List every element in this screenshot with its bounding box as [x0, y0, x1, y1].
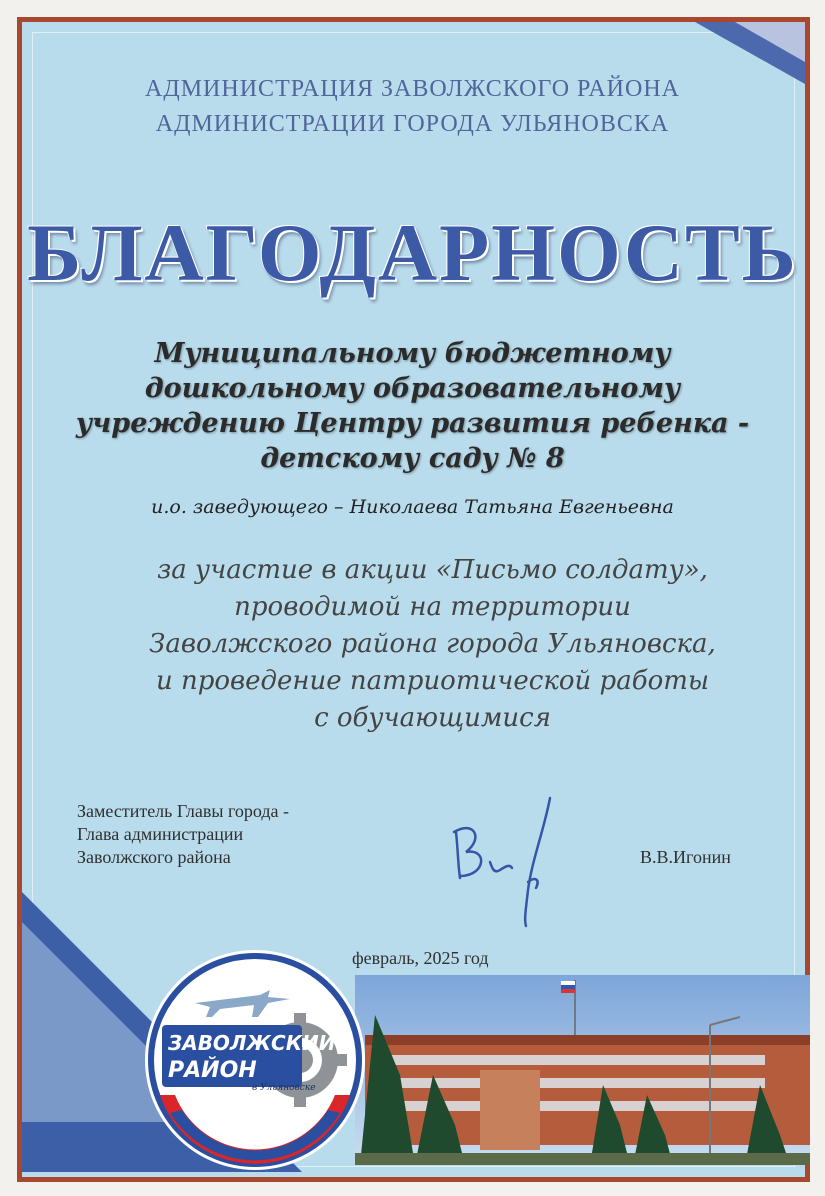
reason-block: [20, 552, 825, 737]
corner-highlight-top-right: [735, 22, 805, 62]
signatory-title-line: Заместитель Главы города -: [77, 801, 290, 821]
signatory-title-line: Заволжского района: [77, 847, 231, 867]
logo-text-line2: РАЙОН: [168, 1058, 257, 1083]
reason-line: с обучающимися: [314, 703, 551, 733]
signatory-title: [77, 800, 289, 869]
administration-building-photo: [355, 975, 810, 1165]
reason-line: Заволжского района города Ульяновска,: [149, 629, 716, 659]
recipient-line: учреждению Центру развития ребенка -: [75, 408, 750, 439]
recipient-line: дошкольному образовательному: [144, 373, 681, 404]
recipient-block: [0, 336, 825, 476]
header-line-2: АДМИНИСТРАЦИИ ГОРОДА УЛЬЯНОВСКА: [155, 111, 670, 137]
issue-date: февраль, 2025 год: [352, 948, 489, 968]
handwritten-signature: [440, 790, 590, 940]
certificate-title: БЛАГОДАРНОСТЬ: [27, 207, 798, 298]
reason-line: проводимой на территории: [234, 592, 631, 622]
acting-head-line: и.о. заведующего – Николаева Татьяна Евгеньевна: [151, 496, 674, 518]
logo-tagline: в Ульяновске: [252, 1083, 316, 1093]
reason-line: и проведение патриотической работы: [155, 666, 710, 696]
header-line-1: АДМИНИСТРАЦИЯ ЗАВОЛЖСКОГО РАЙОНА: [145, 76, 680, 102]
signatory-title-line: Глава администрации: [77, 824, 244, 844]
zavolzhsky-district-logo: [140, 945, 370, 1175]
recipient-line: Муниципальному бюджетному: [154, 338, 671, 369]
signatory-name: В.В.Игонин: [640, 847, 731, 867]
reason-line: за участие в акции «Письмо солдату»,: [157, 555, 708, 585]
logo-text-line1: ЗАВОЛЖСКИЙ: [168, 1031, 336, 1055]
recipient-line: детскому саду № 8: [260, 443, 565, 474]
